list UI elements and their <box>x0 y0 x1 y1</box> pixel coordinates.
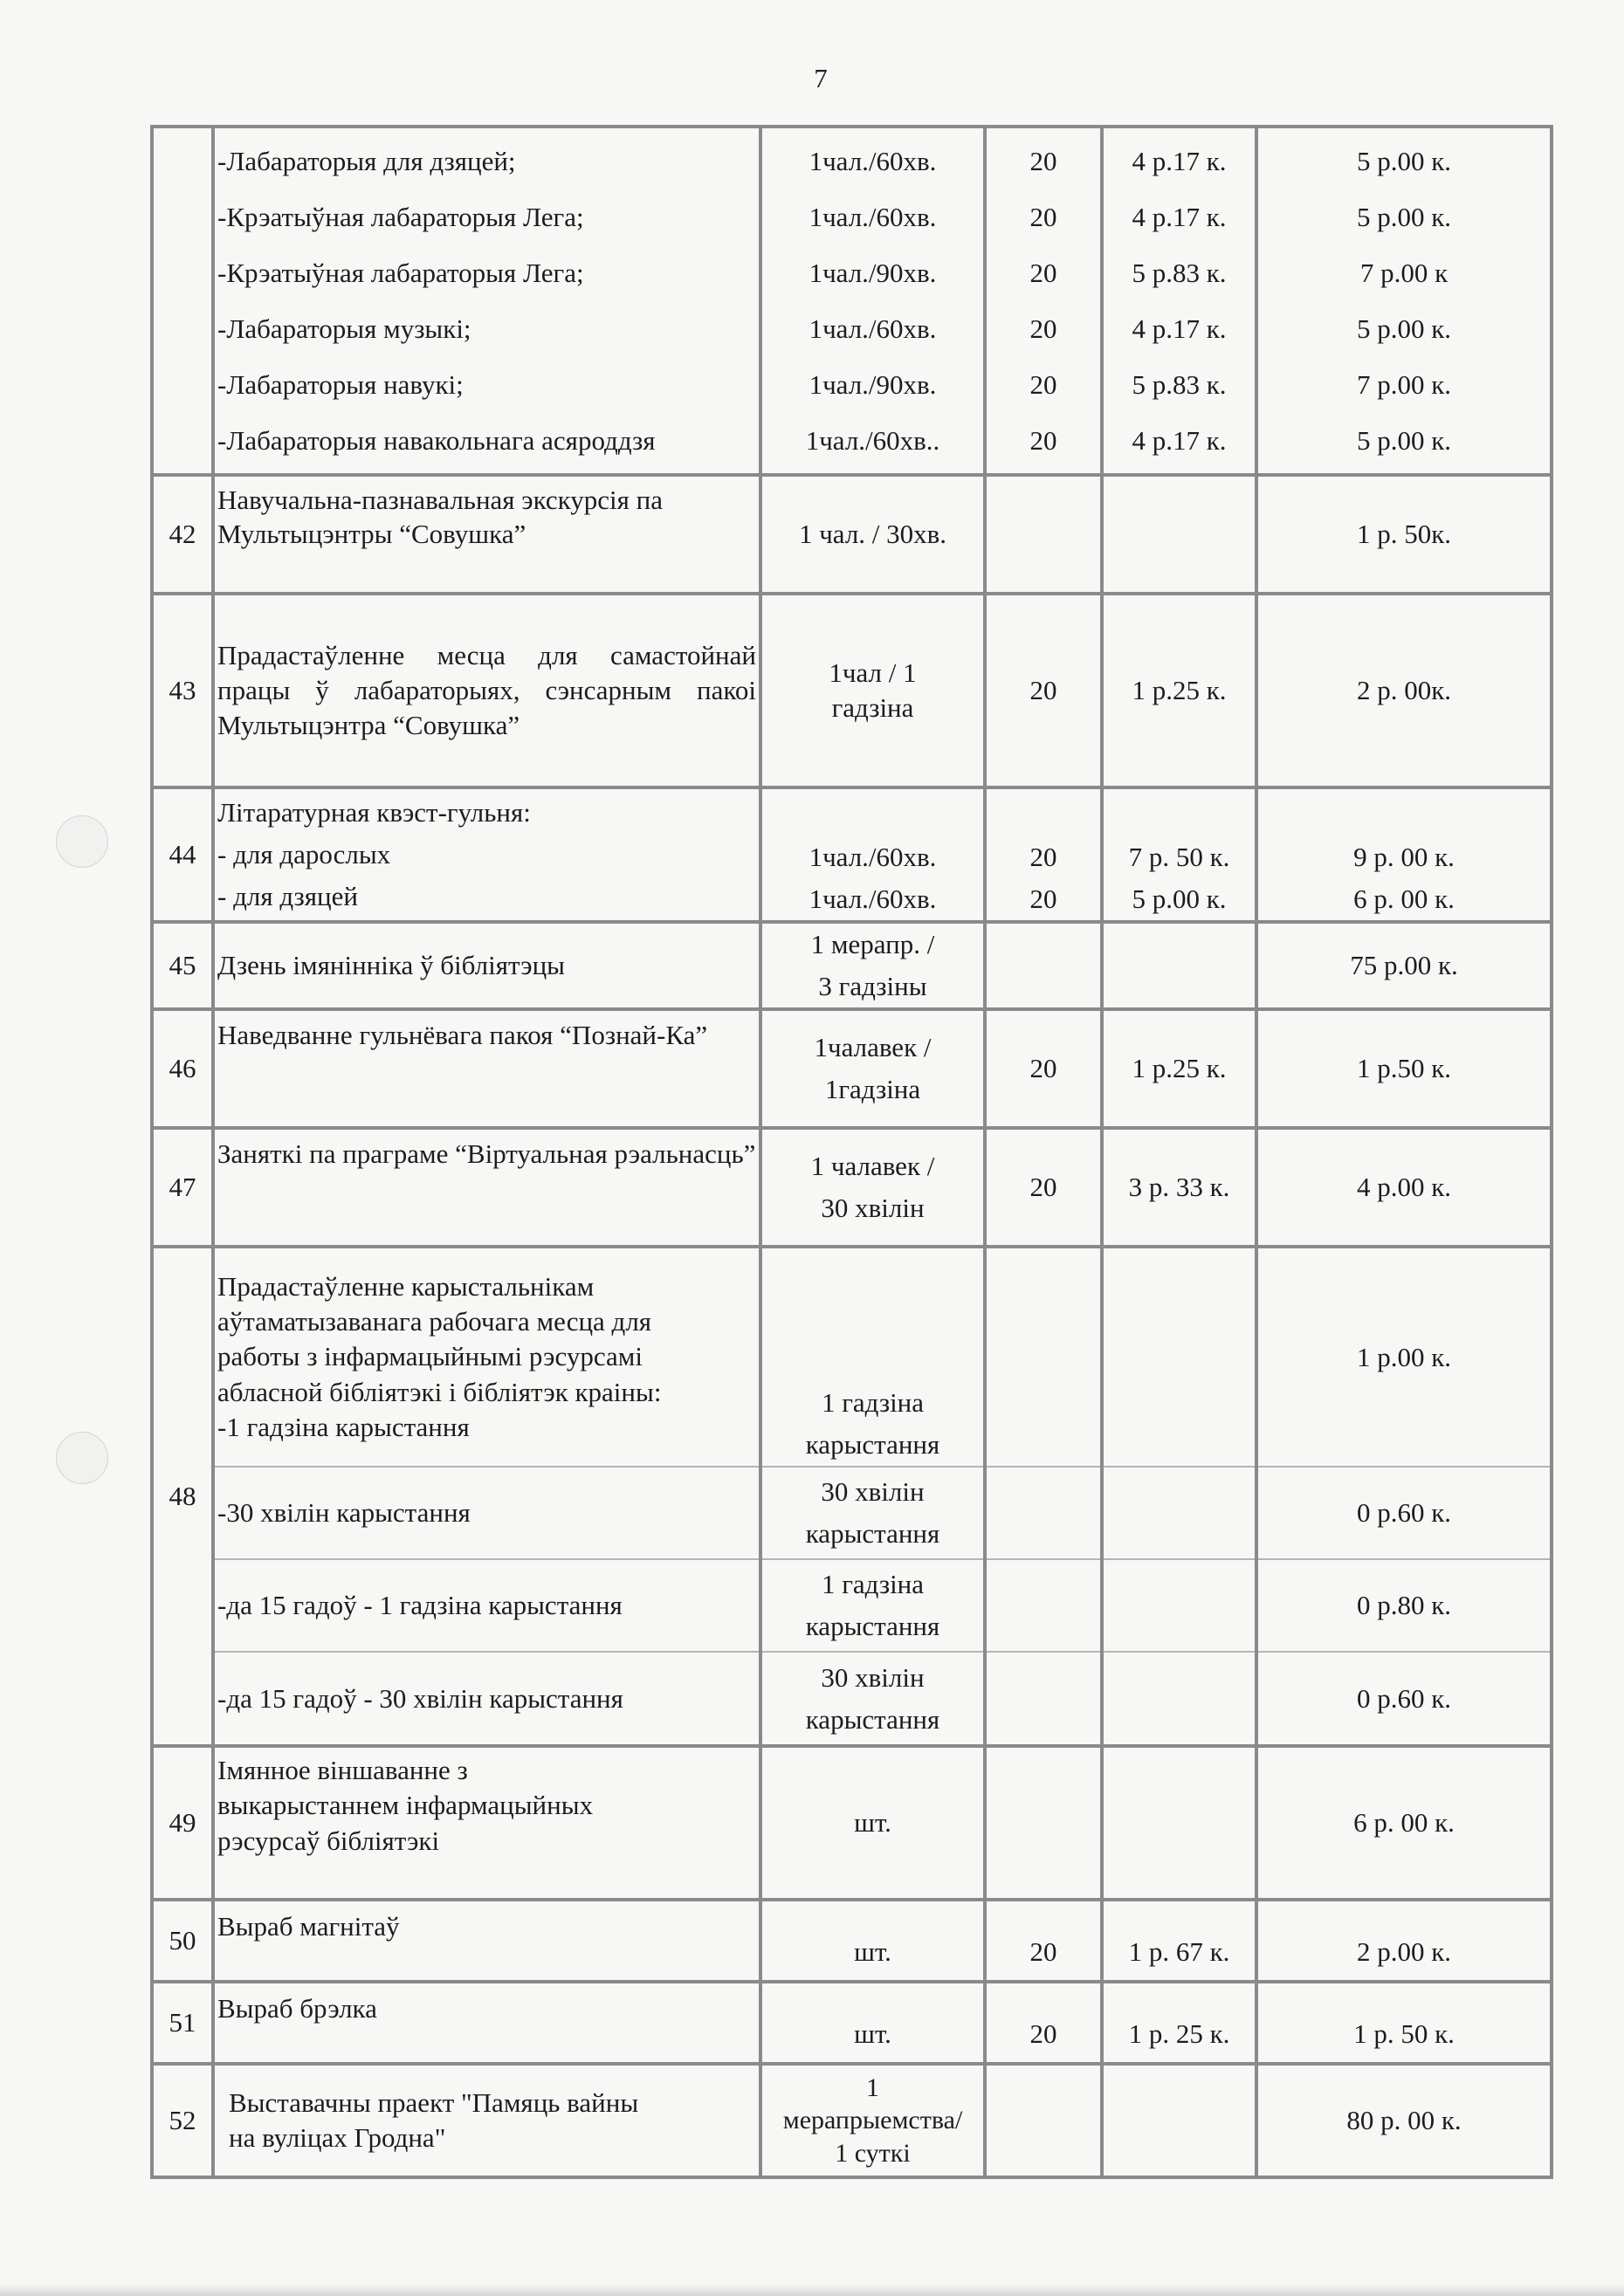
list-item: -1 гадзіна карыстання <box>217 1412 470 1443</box>
service-name <box>213 1746 760 1900</box>
unit-cell: шт. <box>760 1982 985 2064</box>
price-cell <box>1256 787 1552 922</box>
unit-cell <box>760 127 985 475</box>
service-name-line: выкарыстаннем інфармацыйных <box>217 1790 594 1821</box>
service-name-line: Выставачны праект "Памяць вайны <box>229 2086 639 2118</box>
service-name <box>213 2064 760 2177</box>
rate-cell: 20 <box>985 1900 1102 1982</box>
cost-cell <box>1102 475 1256 594</box>
rate-cell <box>985 127 1102 475</box>
unit-value: 1 чалавек / <box>810 1151 935 1182</box>
service-intro-line: аўтаматызаванага рабочага месца для <box>217 1306 652 1337</box>
cost-cell <box>1102 1746 1256 1900</box>
row-number: 49 <box>152 1746 213 1900</box>
service-name: -да 15 гадоў - 30 хвілін карыстання <box>213 1652 760 1746</box>
rate-value: 20 <box>1029 257 1057 288</box>
rate-value: 20 <box>1029 313 1057 344</box>
rate-cell: 20 <box>985 1009 1102 1128</box>
cost-value: 4 р.17 к. <box>1132 145 1227 176</box>
cost-value: 4 р.17 к. <box>1132 201 1227 232</box>
rate-cell <box>985 2064 1102 2177</box>
rate-cell <box>985 1467 1102 1559</box>
list-item: -Лабараторыя для дзяцей; <box>217 145 516 176</box>
price-cell: 1 р.50 к. <box>1256 1009 1552 1128</box>
unit-value: карыстання <box>805 1703 940 1735</box>
price-cell: 1 р. 50к. <box>1256 475 1552 594</box>
unit-value: 1чалавек / <box>814 1032 932 1063</box>
row-number: 50 <box>152 1900 213 1982</box>
price-cell: 4 р.00 к. <box>1256 1128 1552 1247</box>
service-name: Заняткі па праграме “Віртуальная рэальнасць” <box>213 1128 760 1247</box>
unit-value: 1чал./60хв. <box>809 201 937 232</box>
price-cell: 0 р.80 к. <box>1256 1559 1552 1652</box>
unit-cell <box>760 1247 985 1467</box>
service-name <box>213 787 760 922</box>
cost-value: 5 р.83 к. <box>1132 257 1227 288</box>
price-value: 5 р.00 к. <box>1356 201 1452 232</box>
service-intro-line: абласной бібліятэкі і бібліятэк краіны: <box>217 1376 662 1407</box>
unit-value: карыстання <box>805 1611 940 1642</box>
price-cell <box>1256 127 1552 475</box>
table-row-48 <box>152 1247 1552 1467</box>
unit-value: 1чал./60хв. <box>809 883 937 914</box>
service-intro-line: Прадастаўленне карыстальнікам <box>217 1270 595 1302</box>
service-name: Выраб брэлка <box>213 1982 760 2064</box>
rate-cell: 20 <box>985 1982 1102 2064</box>
table-row-50 <box>152 1900 1552 1982</box>
list-item: -Лабараторыя навакольнага асяроддзя <box>217 424 656 456</box>
unit-value: карыстання <box>805 1518 940 1550</box>
page-bottom-edge <box>0 2284 1624 2296</box>
list-item: - для дарослых <box>217 838 391 870</box>
price-cell: 1 р. 50 к. <box>1256 1982 1552 2064</box>
table-row-48-sub <box>152 1652 1552 1746</box>
service-name: Прадастаўленне месца для самастойнай працы ў лабараторыях, сэнсарным пакоі Мультыцэнтра “Совушка” <box>213 594 760 787</box>
punch-hole-top <box>56 815 108 868</box>
table-row-42 <box>152 475 1552 594</box>
unit-value: 1 гадзіна <box>821 1387 925 1418</box>
price-cell: 1 р.00 к. <box>1256 1247 1552 1467</box>
unit-cell <box>760 1652 985 1746</box>
price-cell: 0 р.60 к. <box>1256 1652 1552 1746</box>
row-number: 48 <box>152 1247 213 1746</box>
unit-value: карыстання <box>805 1429 940 1461</box>
list-item: -Крэатыўная лабараторыя Лега; <box>217 201 584 232</box>
table-row-48-sub <box>152 1467 1552 1559</box>
price-cell: 75 р.00 к. <box>1256 922 1552 1009</box>
unit-value: 1чал./90хв. <box>809 368 937 400</box>
rate-cell <box>985 922 1102 1009</box>
cost-cell <box>1102 1467 1256 1559</box>
unit-cell <box>760 1009 985 1128</box>
unit-value: 1чал./60хв. <box>809 145 937 176</box>
table-row-43 <box>152 594 1552 787</box>
page-number: 7 <box>814 63 828 93</box>
service-name-line: рэсурсаў бібліятэкі <box>217 1825 440 1856</box>
unit-value: 1чал./60хв. <box>809 841 937 872</box>
service-name-line: Імяннoe віншаванне з <box>217 1755 468 1786</box>
table-row-continued <box>152 127 1552 475</box>
unit-cell <box>760 1467 985 1559</box>
table-row-51 <box>152 1982 1552 2064</box>
unit-value: мерапрыемства/ <box>782 2106 963 2135</box>
unit-value: 1 гадзіна <box>821 1569 925 1600</box>
table-row-46 <box>152 1009 1552 1128</box>
service-name: -да 15 гадоў - 1 гадзіна карыстання <box>213 1559 760 1652</box>
price-cell: 80 р. 00 к. <box>1256 2064 1552 2177</box>
price-cell: 2 р.00 к. <box>1256 1900 1552 1982</box>
unit-value: 3 гадзіны <box>818 971 927 1002</box>
unit-value: 1чал./60хв. <box>809 313 937 344</box>
cost-cell: 1 р.25 к. <box>1102 594 1256 787</box>
rate-value: 20 <box>1029 368 1057 400</box>
list-item: - для дзяцей <box>217 881 358 912</box>
service-name <box>213 1247 760 1467</box>
table-row-48-sub <box>152 1559 1552 1652</box>
unit-value: 30 хвілін <box>821 1476 925 1508</box>
price-cell: 0 р.60 к. <box>1256 1467 1552 1559</box>
price-cell: 2 р. 00к. <box>1256 594 1552 787</box>
punch-hole-bottom <box>56 1432 108 1484</box>
unit-cell: 1 чал. / 30хв. <box>760 475 985 594</box>
cost-cell: 1 р.25 к. <box>1102 1009 1256 1128</box>
cost-cell: 1 р. 25 к. <box>1102 1982 1256 2064</box>
rate-cell <box>985 787 1102 922</box>
service-name: Выраб магнітаў <box>213 1900 760 1982</box>
unit-value: 1чал./90хв. <box>809 257 937 288</box>
service-name: Наведванне гульнёвага пакоя “Познай-Ка” <box>213 1009 760 1128</box>
service-name: Навучальна-пазнавальная экскурсія па Мультыцэнтры “Совушка” <box>213 475 760 594</box>
price-value: 5 р.00 к. <box>1356 424 1452 456</box>
row-number: 51 <box>152 1982 213 2064</box>
rate-cell: 20 <box>985 594 1102 787</box>
unit-cell <box>760 1559 985 1652</box>
rate-cell <box>985 1652 1102 1746</box>
row-number: 45 <box>152 922 213 1009</box>
service-name: -30 хвілін карыстання <box>213 1467 760 1559</box>
row-number: 42 <box>152 475 213 594</box>
cost-value: 4 р.17 к. <box>1132 313 1227 344</box>
cost-cell <box>1102 2064 1256 2177</box>
unit-cell <box>760 922 985 1009</box>
rate-cell: 20 <box>985 1128 1102 1247</box>
service-title: Літаратурная квэст-гульня: <box>217 796 531 828</box>
cost-value: 4 р.17 к. <box>1132 424 1227 456</box>
list-item: -Лабараторыя навукі; <box>217 368 464 400</box>
unit-cell <box>760 2064 985 2177</box>
unit-value: 30 хвілін <box>821 1661 925 1693</box>
row-number: 43 <box>152 594 213 787</box>
price-value: 9 р. 00 к. <box>1353 841 1455 872</box>
price-cell: 6 р. 00 к. <box>1256 1746 1552 1900</box>
cost-cell: 3 р. 33 к. <box>1102 1128 1256 1247</box>
table-row-52 <box>152 2064 1552 2177</box>
unit-value: 1 суткі <box>835 2138 911 2168</box>
list-item: -Крэатыўная лабараторыя Лега; <box>217 257 584 288</box>
unit-cell <box>760 787 985 922</box>
rate-value: 20 <box>1029 841 1057 872</box>
cost-cell <box>1102 922 1256 1009</box>
cost-cell <box>1102 787 1256 922</box>
price-value: 7 р.00 к <box>1359 257 1449 288</box>
price-table <box>150 125 1553 2179</box>
row-number: 46 <box>152 1009 213 1128</box>
price-value: 7 р.00 к. <box>1356 368 1452 400</box>
unit-cell: шт. <box>760 1900 985 1982</box>
rate-cell <box>985 1746 1102 1900</box>
unit-cell: 1чал / 1 гадзіна <box>760 594 985 787</box>
unit-cell: шт. <box>760 1746 985 1900</box>
table-row-49 <box>152 1746 1552 1900</box>
row-number: 47 <box>152 1128 213 1247</box>
table-row-45 <box>152 922 1552 1009</box>
cost-cell <box>1102 1247 1256 1467</box>
cost-cell <box>1102 1559 1256 1652</box>
rate-cell <box>985 1559 1102 1652</box>
unit-value: 1 <box>866 2073 879 2102</box>
cost-value: 5 р.00 к. <box>1132 883 1227 914</box>
cost-value: 5 р.83 к. <box>1132 368 1227 400</box>
unit-value: 30 хвілін <box>821 1193 925 1224</box>
row-number <box>152 127 213 475</box>
cost-cell <box>1102 1652 1256 1746</box>
rate-value: 20 <box>1029 424 1057 456</box>
row-number: 52 <box>152 2064 213 2177</box>
unit-value: 1чал./60хв.. <box>805 424 940 456</box>
row-number: 44 <box>152 787 213 922</box>
rate-value: 20 <box>1029 883 1057 914</box>
price-value: 6 р. 00 к. <box>1353 883 1455 914</box>
rate-value: 20 <box>1029 201 1057 232</box>
unit-value: 1 мерапр. / <box>810 929 935 959</box>
price-value: 5 р.00 к. <box>1356 145 1452 176</box>
price-value: 5 р.00 к. <box>1356 313 1452 344</box>
cost-cell <box>1102 127 1256 475</box>
table-row-47 <box>152 1128 1552 1247</box>
service-intro-line: работы з інфармацыйнымі рэсурсамі <box>217 1341 643 1372</box>
unit-value: 1гадзіна <box>824 1074 921 1105</box>
table-row-44 <box>152 787 1552 922</box>
service-name-line: на вуліцах Гродна" <box>229 2122 446 2154</box>
list-item: -Лабараторыя музыкі; <box>217 313 471 344</box>
rate-value: 20 <box>1029 145 1057 176</box>
service-name: Дзень імянінніка ў бібліятэцы <box>213 922 760 1009</box>
rate-cell <box>985 475 1102 594</box>
cost-value: 7 р. 50 к. <box>1128 841 1230 872</box>
service-name <box>213 127 760 475</box>
cost-cell: 1 р. 67 к. <box>1102 1900 1256 1982</box>
rate-cell <box>985 1247 1102 1467</box>
unit-cell <box>760 1128 985 1247</box>
